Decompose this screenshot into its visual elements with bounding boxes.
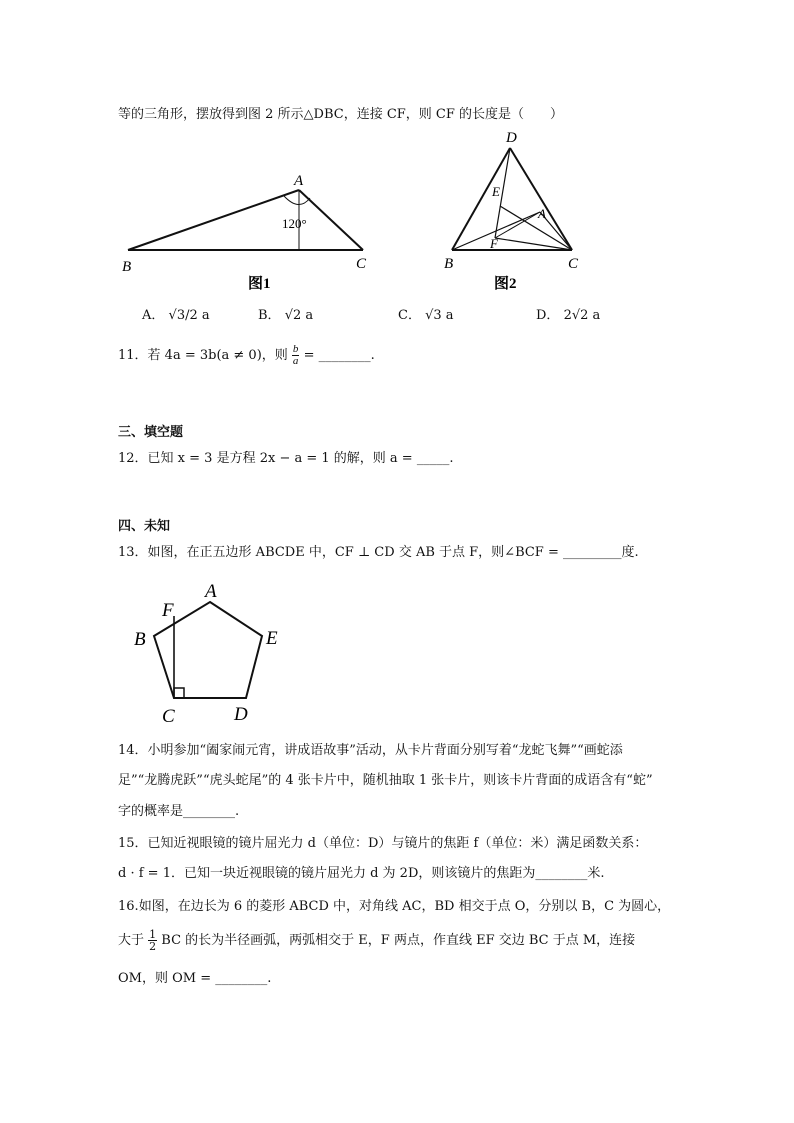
pentagon-label-f: F	[162, 600, 174, 621]
q15-line1: 已知近视眼镜的镜片屈光力 d（单位：D）与镜片的焦距 f（单位：米）满足函数关系：	[147, 836, 648, 851]
q16-line2-post: BC 的长为半径画弧，两弧相交于 E，F 两点，作直线 EF 交边 BC 于点 M，连接	[161, 933, 636, 948]
q13-number: 13．	[118, 545, 148, 560]
fig1-label-a: A	[294, 173, 304, 189]
option-b-text: √2 a	[284, 308, 314, 323]
option-d-text: 2√2 a	[563, 308, 601, 323]
option-c-label: C．	[398, 308, 421, 323]
q16-number: 16.	[118, 899, 139, 914]
q16-line2-pre: 大于	[118, 933, 145, 948]
q14-number: 14．	[118, 743, 148, 758]
question-16-line-1	[118, 895, 670, 914]
option-c-text: √3 a	[425, 308, 454, 323]
q15-number: 15．	[118, 836, 148, 851]
q16-frac-den: 2	[149, 940, 157, 953]
q13-text: 如图，在正五边形 ABCDE 中，CF ⊥ CD 交 AB 于点 F，则∠BCF = _________度.	[147, 545, 639, 560]
pentagon-label-b: B	[134, 629, 146, 650]
question-15-line-1	[118, 832, 647, 851]
q12-number: 12．	[118, 451, 148, 466]
option-a-text: √3/2 a	[168, 308, 210, 323]
q10-option-b[interactable]	[258, 304, 313, 323]
figure-1	[118, 168, 380, 298]
fig2-label-b: B	[444, 256, 454, 272]
q12-text: 已知 x = 3 是方程 2x − a = 1 的解，则 a = _____.	[147, 451, 454, 466]
fig2-label-a: A	[538, 206, 546, 221]
pentagon-label-d: D	[234, 704, 248, 725]
question-16-line-3: OM，则 OM = ________.	[118, 971, 272, 986]
section-4-title: 四、未知	[118, 519, 171, 534]
q11-frac-num: b	[292, 343, 299, 355]
question-14-line-1	[118, 739, 623, 758]
question-13	[118, 541, 639, 560]
question-11	[118, 344, 375, 367]
fig2-label-f: F	[490, 236, 498, 251]
section-3-title: 三、填空题	[118, 425, 184, 440]
fig2-label-e: E	[492, 184, 500, 199]
q11-text-pre: 若 4a = 3b(a ≠ 0)，则	[147, 348, 288, 363]
fig1-label-c: C	[356, 256, 367, 272]
question-15-line-2: d · f = 1．已知一块近视眼镜的镜片屈光力 d 为 2D，则该镜片的焦距为________米.	[118, 866, 605, 881]
q10-continuation: 等的三角形，摆放得到图 2 所示△DBC，连接 CF，则 CF 的长度是（ ）	[118, 107, 564, 122]
option-b-label: B．	[258, 308, 281, 323]
question-14-line-3: 字的概率是________.	[118, 804, 240, 819]
pentagon-label-c: C	[162, 706, 175, 727]
pentagon-figure	[128, 578, 298, 728]
fig1-label-b: B	[122, 259, 132, 275]
pentagon-label-a: A	[205, 581, 217, 602]
q16-line1: 如图，在边长为 6 的菱形 ABCD 中，对角线 AC，BD 相交于点 O，分别以 B，C 为圆心，	[138, 899, 671, 914]
q11-fraction	[292, 344, 300, 367]
fig2-label-d: D	[506, 130, 517, 146]
figure-2	[440, 126, 590, 296]
option-d-label: D．	[536, 308, 560, 323]
pentagon-label-e: E	[266, 628, 278, 649]
question-14-line-2: 足”“龙腾虎跃”“虎头蛇尾”的 4 张卡片中，随机抽取 1 张卡片，则该卡片背面的成语含有“蛇”	[118, 773, 653, 788]
option-a-label: A．	[142, 308, 165, 323]
fig2-label-c: C	[568, 256, 579, 272]
q11-number: 11．	[118, 348, 148, 363]
fig1-angle-label: 120°	[282, 216, 307, 231]
fig1-caption: 图1	[248, 276, 271, 292]
q14-line1: 小明参加“阖家闹元宵，讲成语故事”活动，从卡片背面分别写着“龙蛇飞舞”“画蛇添	[147, 743, 623, 758]
q11-text-post: = ________.	[303, 348, 375, 363]
q16-fraction	[148, 929, 157, 952]
question-16-line-2	[118, 929, 635, 952]
q11-frac-den: a	[292, 355, 299, 367]
fig2-caption: 图2	[494, 276, 517, 292]
q10-option-d[interactable]	[536, 304, 600, 323]
q10-option-a[interactable]	[142, 304, 210, 323]
q16-frac-num: 1	[149, 928, 157, 941]
q10-option-c[interactable]	[398, 304, 454, 323]
question-12	[118, 447, 453, 466]
